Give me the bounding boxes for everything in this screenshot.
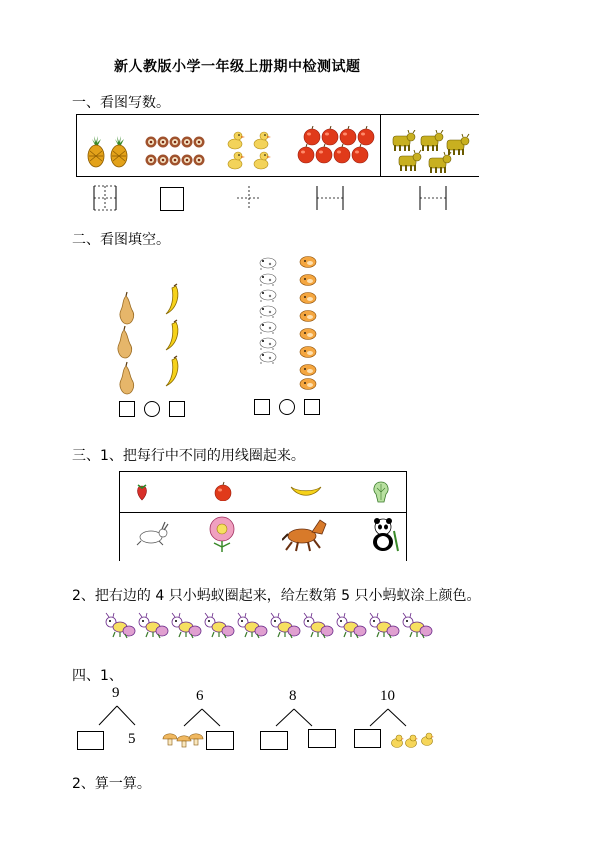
- section4-heading: 四、1、: [72, 668, 123, 684]
- mushroom-group-icon: [162, 729, 204, 749]
- chick-group-icon: [390, 730, 440, 750]
- apple-icon: [213, 481, 233, 501]
- tree2-top-number: 6: [196, 688, 204, 704]
- tomato-group-icon: [297, 126, 377, 168]
- duckling-group-icon: [225, 130, 281, 172]
- pear-column-icon: [112, 290, 142, 400]
- tree3-right-box[interactable]: [308, 729, 336, 748]
- compare-box-right-2[interactable]: [304, 399, 320, 415]
- compare-circle-1[interactable]: [144, 401, 160, 417]
- tree4-top-number: 10: [380, 688, 395, 704]
- tree4-left-box[interactable]: [354, 729, 381, 748]
- puppy-column-icon: [257, 254, 279, 366]
- pineapple-pair-icon: [86, 134, 136, 170]
- section2-heading: 二、看图填空。: [72, 232, 170, 248]
- tree3-branch-lines: [272, 708, 316, 728]
- compare-circle-2[interactable]: [279, 399, 295, 415]
- tree4-branch-lines: [366, 708, 410, 728]
- banana-icon: [290, 484, 322, 498]
- answer-grid-4[interactable]: [315, 185, 345, 211]
- answer-grid-1[interactable]: [92, 185, 118, 211]
- tree3-top-number: 8: [289, 688, 297, 704]
- section1-heading: 一、看图写数。: [72, 95, 170, 111]
- section3-heading: 三、1、把每行中不同的用线圈起来。: [72, 448, 305, 464]
- tree1-left-box[interactable]: [77, 731, 104, 750]
- section3b-heading: 2、把右边的 4 只小蚂蚁圈起来，给左数第 5 只小蚂蚁涂上颜色。: [72, 588, 481, 604]
- compare-box-right-1[interactable]: [169, 401, 185, 417]
- answer-box-2[interactable]: [160, 187, 184, 211]
- ox-herd-icon: [388, 130, 474, 174]
- tree2-branch-lines: [180, 708, 224, 728]
- tree1-top-number: 9: [112, 685, 120, 701]
- pig-snout-column-icon: [297, 254, 319, 390]
- horse-icon: [282, 516, 328, 552]
- tree1-branch-lines: [95, 705, 139, 727]
- answer-grid-5[interactable]: [418, 185, 448, 211]
- donut-flower-group-icon: [145, 136, 207, 170]
- answer-grid-3[interactable]: [236, 185, 262, 211]
- panda-icon: [370, 517, 400, 553]
- tree1-right-number: 5: [128, 731, 136, 747]
- strawberry-icon: [134, 482, 150, 502]
- flower-icon: [205, 515, 239, 553]
- banana-column-icon: [160, 282, 184, 392]
- tree3-left-box[interactable]: [260, 731, 288, 750]
- tree2-right-box[interactable]: [206, 731, 234, 750]
- rabbit-icon: [136, 520, 170, 548]
- cabbage-icon: [370, 480, 392, 504]
- compare-box-left-1[interactable]: [119, 401, 135, 417]
- compare-box-left-2[interactable]: [254, 399, 270, 415]
- section4b-heading: 2、算一算。: [72, 776, 151, 792]
- ant-row-icon: [105, 607, 440, 645]
- page-title: 新人教版小学一年级上册期中检测试题: [114, 59, 361, 75]
